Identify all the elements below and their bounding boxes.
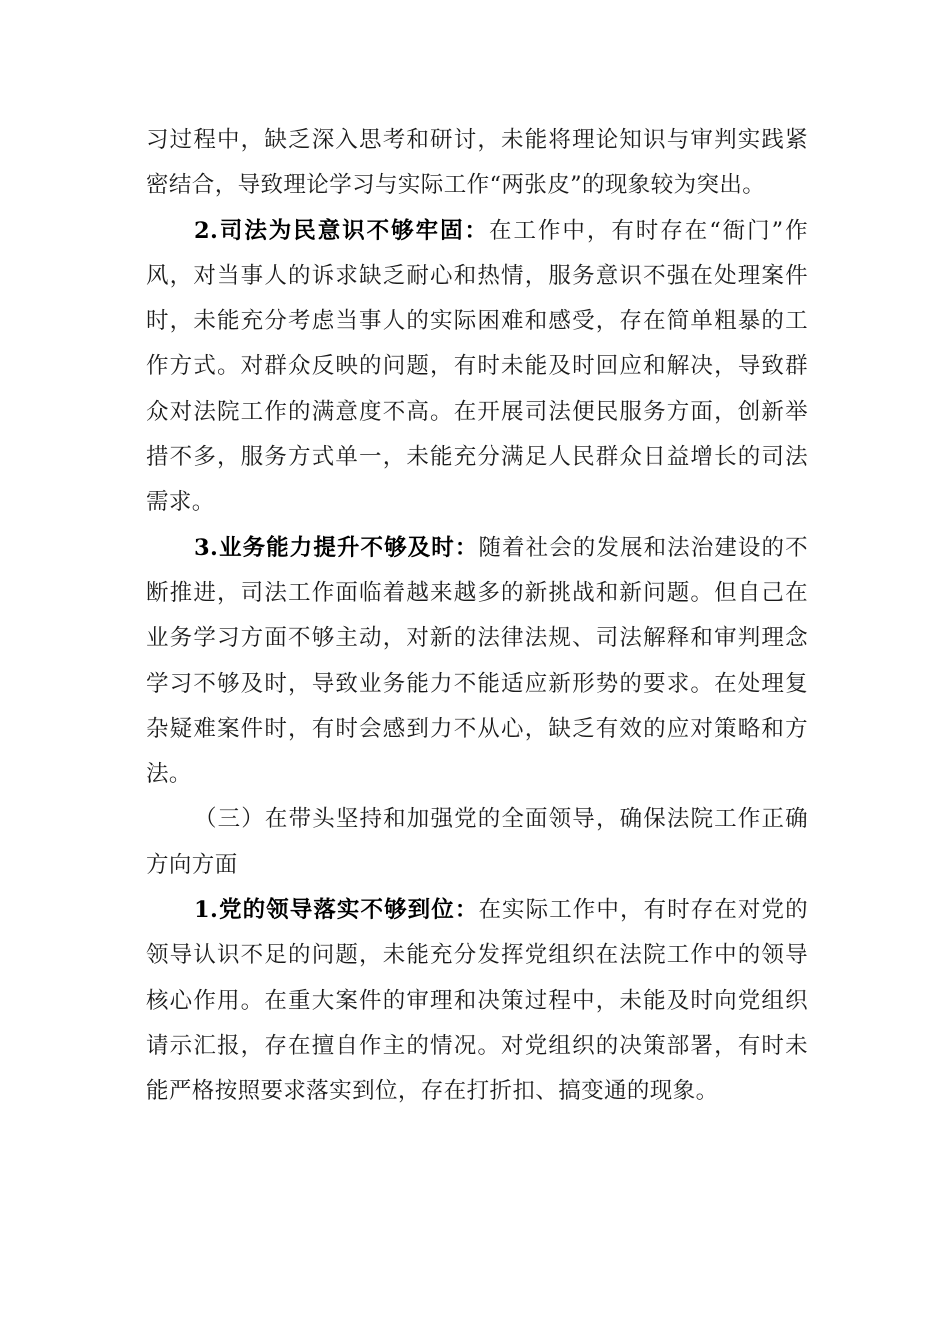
paragraph-continuation	[146, 118, 808, 209]
paragraph-party-leadership	[146, 888, 808, 1114]
paragraph-text: 在实际工作中，有时存在对党的领导认识不足的问题，未能充分发挥党组织在法院工作中的领导核心作用。在重大案件的审理和决策过程中，未能及时向党组织请示汇报，存在擅自作主的情况。对党组织的决策部署，有时未能严格按照要求落实到位，存在打折扣、搞变通的现象。	[146, 897, 808, 1105]
paragraph-text: 随着社会的发展和法治建设的不断推进，司法工作面临着越来越多的新挑战和新问题。但自己在业务学习方面不够主动，对新的法律法规、司法解释和审判理念学习不够及时，导致业务能力不能适应新形势的要求。在处理复杂疑难案件时，有时会感到力不从心，缺乏有效的应对策略和方法。	[146, 534, 808, 788]
section-heading-three	[146, 797, 808, 888]
paragraph-text: 习过程中，缺乏深入思考和研讨，未能将理论知识与审判实践紧密结合，导致理论学习与实际工作“两张皮”的现象较为突出。	[146, 127, 808, 199]
paragraph-lead: 1.党的领导落实不够到位：	[194, 897, 479, 924]
paragraph-business-ability	[146, 526, 808, 798]
paragraph-judicial-for-people	[146, 209, 808, 526]
section-heading-text: （三）在带头坚持和加强党的全面领导，确保法院工作正确方向方面	[146, 806, 808, 878]
paragraph-lead: 3.业务能力提升不够及时：	[194, 534, 479, 561]
paragraph-lead: 2.司法为民意识不够牢固：	[194, 217, 489, 244]
paragraph-text: 在工作中，有时存在“衙门”作风，对当事人的诉求缺乏耐心和热情，服务意识不强在处理案件时，未能充分考虑当事人的实际困难和感受，存在简单粗暴的工作方式。对群众反映的问题，有时未能及时回应和解决，导致群众对法院工作的满意度不高。在开展司法便民服务方面，创新举措不多，服务方式单一，未能充分满足人民群众日益增长的司法需求。	[146, 217, 808, 516]
document-body	[146, 118, 808, 1115]
